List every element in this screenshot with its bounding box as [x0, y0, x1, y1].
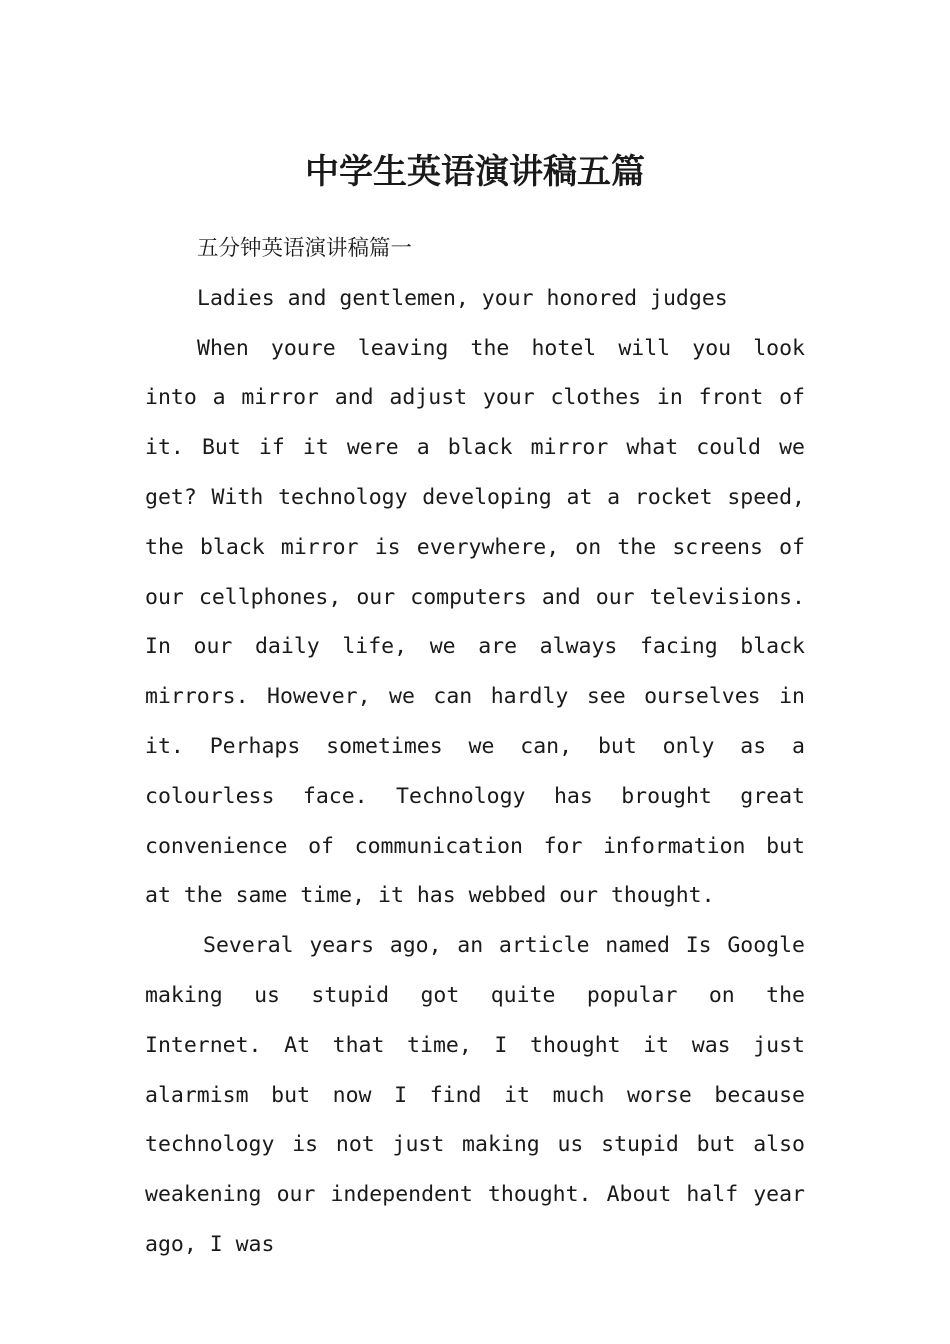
paragraph-2: Several years ago, an article named Is Google making us stupid got quite popular on the Internet. At that time, I thought it was just alarmism but now I find it much worse because technology is not just making us stupid but also weakening our independent thought. About half year ago, I was: [145, 933, 805, 1257]
document-body: [145, 224, 805, 1270]
document-title: 中学生英语演讲稿五篇: [305, 151, 645, 192]
paragraph-1: When youre leaving the hotel will you look into a mirror and adjust your clothes in front of it. But if it were a black mirror what could we get? With technology developing at a rocket speed, the black mirror is everywhere, on the screens of our cellphones, our computers and our televisions. In our daily life, we are always facing black mirrors. However, we can hardly see ourselves in it. Perhaps sometimes we can, but only as a colourless face. Technology has brought great convenience of communication for information but at the same time, it has webbed our thought.: [145, 335, 805, 909]
section-heading: 五分钟英语演讲稿篇一: [197, 236, 413, 261]
salutation-line: Ladies and gentlemen, your honored judges: [197, 285, 728, 311]
